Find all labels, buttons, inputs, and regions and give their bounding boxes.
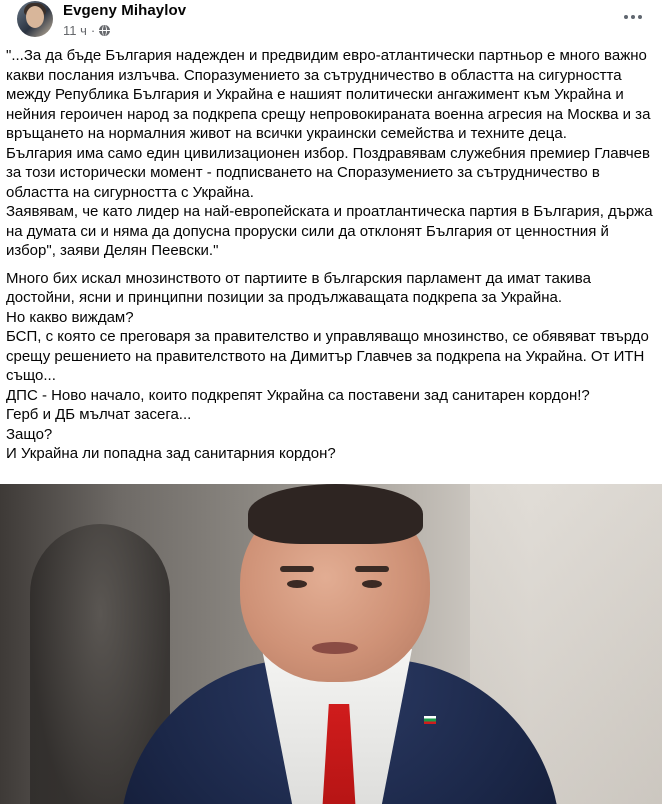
post-header <box>0 0 662 42</box>
text-line: избор", заяви Делян Пеевски." <box>6 242 219 259</box>
text-line: Заявявам, че като лидер на най-европейската и проатлантическа партия в България, държа <box>6 203 653 220</box>
avatar-face <box>26 6 44 28</box>
mouth <box>312 642 358 654</box>
author-avatar[interactable] <box>17 1 53 37</box>
comment-paragraph <box>6 269 656 464</box>
right-eyebrow <box>355 566 389 572</box>
more-options-icon <box>624 15 628 19</box>
text-line: България има само един цивилизационен избор. Поздравявам служебния премиер Главчев <box>6 144 650 162</box>
text-line: областта на сигурността с Украйна. <box>6 183 254 201</box>
left-eye <box>287 580 307 588</box>
more-options-button[interactable] <box>618 2 648 32</box>
text-line: "...За да бъде България надежден и предвидим евро-атлантически партньор е много важно <box>6 47 647 64</box>
author-name[interactable]: Evgeny Mihaylov <box>63 2 187 19</box>
text-line: БСП, с която се преговаря за правителство и управляващо мнозинство, се обявяват твърдо <box>6 328 649 345</box>
flag-pin-icon <box>424 716 436 724</box>
text-line: какви послания излъчва. Споразумението за сътрудничество в областта на сигурността <box>6 66 622 84</box>
paragraph-gap <box>6 261 656 269</box>
more-options-icon <box>631 15 635 19</box>
text-line: Но какво виждам? <box>6 308 134 326</box>
globe-icon[interactable] <box>99 25 110 36</box>
text-line: срещу решението на правителството на Димитър Главчев за подкрепа на Украйна. От ИТН <box>6 347 645 365</box>
text-line: И Украйна ли попадна зад санитарния кордон? <box>6 445 336 462</box>
text-line: нейния героичен народ за подкрепа срещу непровокираната военна агресия на Москва и за <box>6 105 651 123</box>
text-line: между Република България и Украйна е нашият политически ангажимент към Украйна и <box>6 86 624 103</box>
meta-separator: · <box>90 23 96 38</box>
text-line: за този исторически момент - подписването на Споразумението за сътрудничество в <box>6 164 600 181</box>
text-line: достойни, ясни и принципни позиции за продължаващата подкрепа за Украйна. <box>6 289 563 306</box>
text-line: Защо? <box>6 425 53 443</box>
text-line: връщането на нормалния живот на всички украински семейства и техните деца. <box>6 125 567 142</box>
right-eye <box>362 580 382 588</box>
post-meta <box>63 23 110 38</box>
text-line: на думата си и няма да допусна проруски сили да отклонят България от ценностния й <box>6 222 609 240</box>
text-line: също... <box>6 367 56 384</box>
more-options-icon <box>638 15 642 19</box>
man-hair <box>248 484 423 544</box>
post-time[interactable]: 11 ч <box>63 23 87 38</box>
left-eyebrow <box>280 566 314 572</box>
post-photo[interactable] <box>0 484 662 804</box>
text-line: Много бих искал мнозинството от партиите в българския парламент да имат такива <box>6 269 591 287</box>
quote-paragraph <box>6 46 656 261</box>
text-line: Герб и ДБ мълчат засега... <box>6 406 192 423</box>
text-line: ДПС - Ново начало, които подкрепят Украйна са поставени зад санитарен кордон!? <box>6 386 590 404</box>
post-text <box>6 46 656 464</box>
